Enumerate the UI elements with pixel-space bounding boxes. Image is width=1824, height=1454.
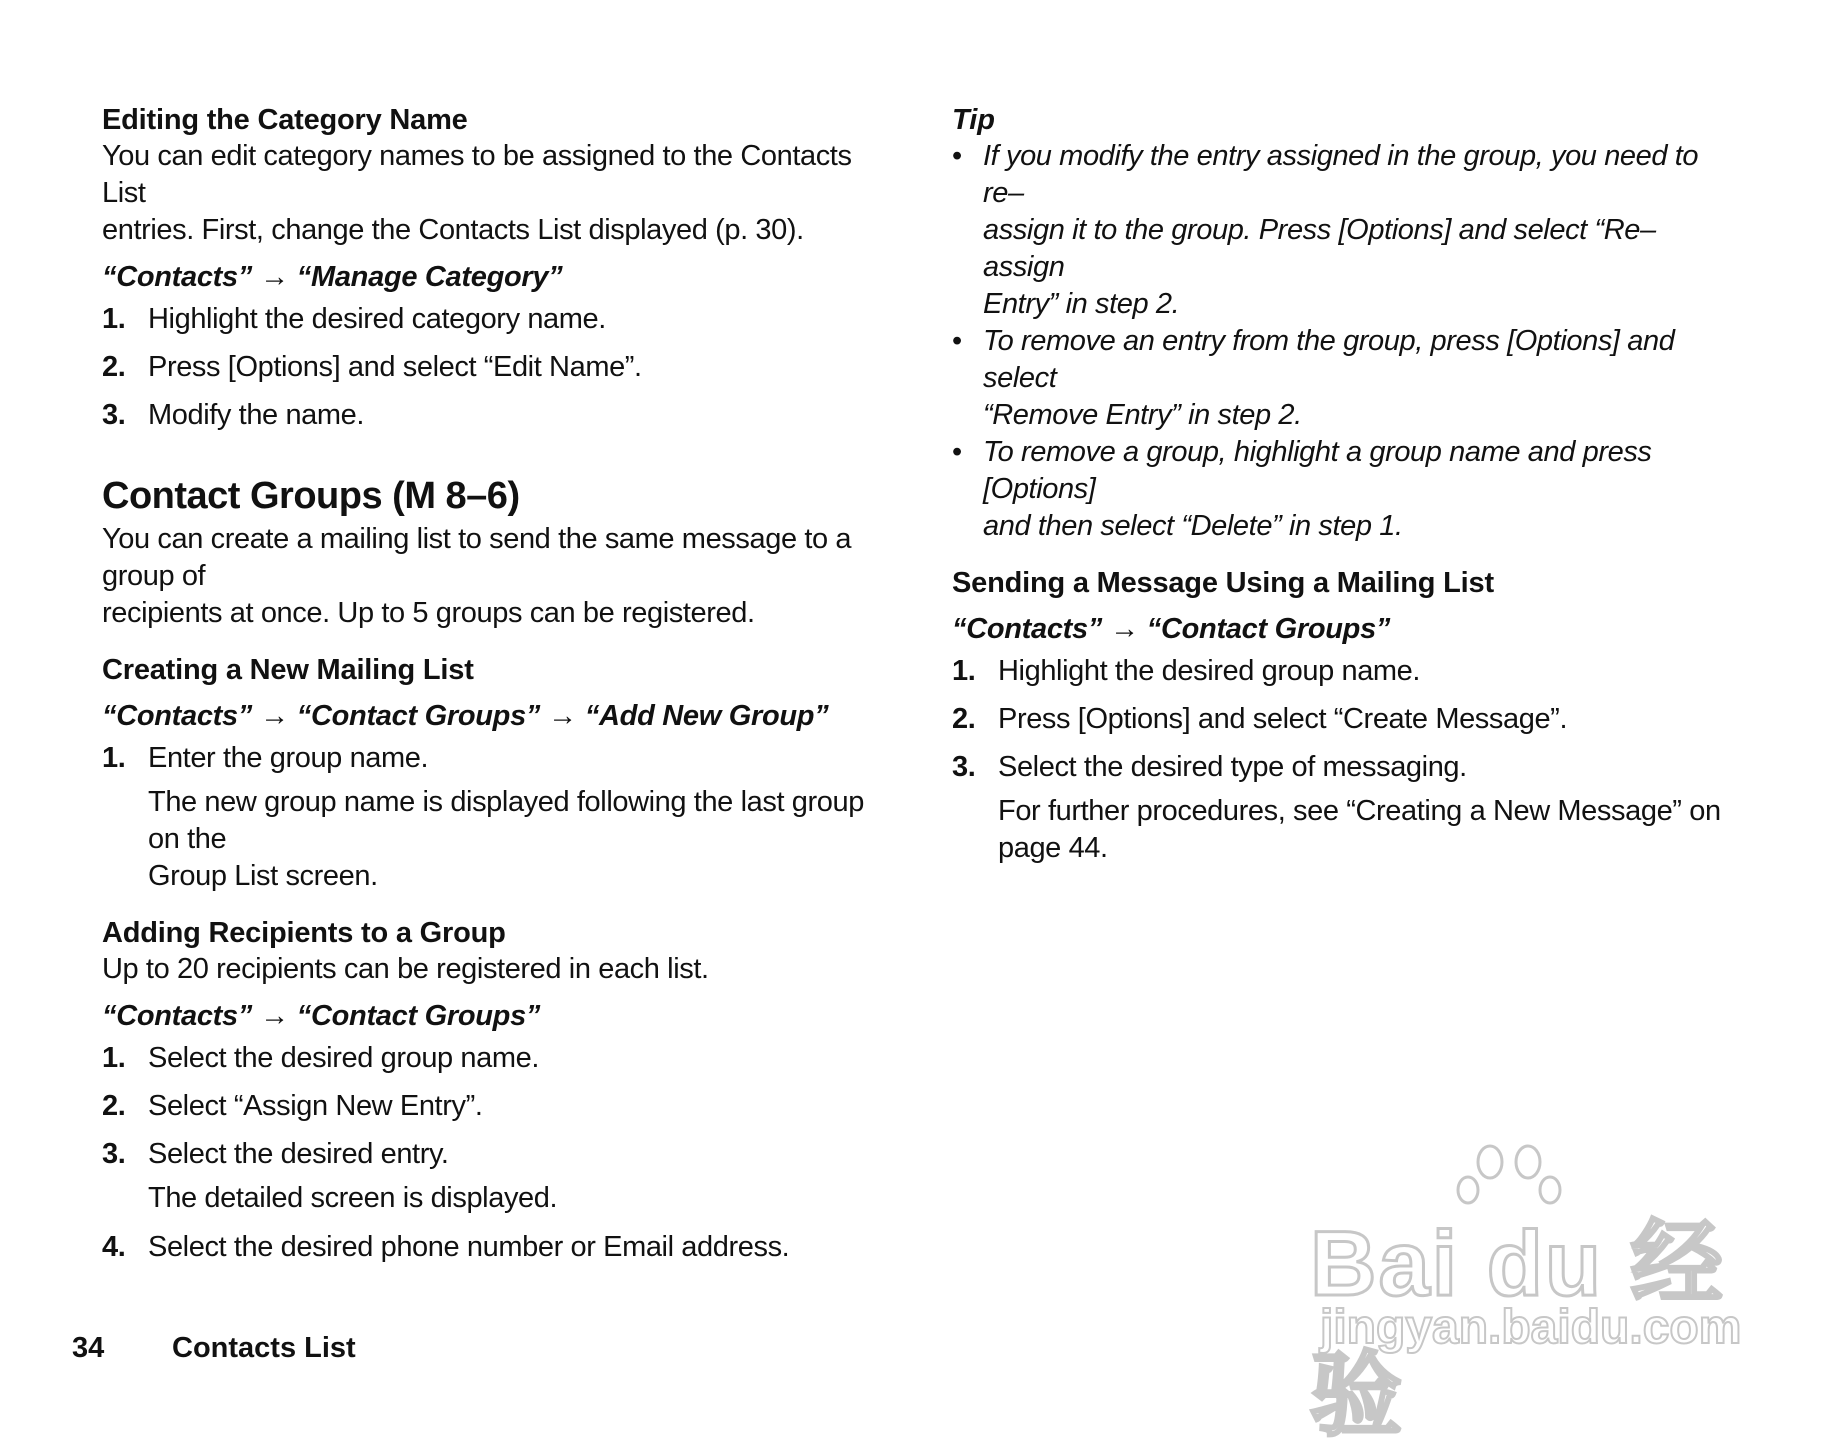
edit-category-intro: You can edit category names to be assigned to the Contacts List entries. First, change the Contacts List displayed (p. 30).: [102, 140, 852, 246]
step-note: For further procedures, see “Creating a New Message” on page 44.: [998, 795, 1721, 864]
step-item: 3. Select the desired entry.: [102, 1138, 449, 1170]
bullet-icon: •: [952, 140, 962, 172]
arrow-icon: →: [548, 700, 577, 732]
step-item: 1. Select the desired group name.: [102, 1042, 540, 1074]
arrow-icon: →: [1110, 613, 1139, 645]
watermark-brand: Bai du 经验: [1310, 1213, 1725, 1447]
tip-title: Tip: [952, 104, 995, 136]
bullet-icon: •: [952, 436, 962, 468]
watermark-url: jingyan.baidu.com: [1320, 1301, 1742, 1354]
menu-path: “Contacts” → “Contact Groups”: [102, 1000, 541, 1032]
arrow-icon: →: [260, 700, 289, 732]
baidu-watermark: [1310, 1140, 1742, 1447]
tip-bullet: • If you modify the entry assigned in the group, you need to re– assign it to the group. Press [Options] and select “Re–assign Entry” in step 2.: [952, 138, 1732, 323]
menu-path: “Contacts” → “Contact Groups”: [952, 613, 1391, 645]
tip-bullet: • To remove an entry from the group, press [Options] and select “Remove Entry” in step 2.: [952, 323, 1732, 434]
step-item: 1. Highlight the desired group name.: [952, 655, 1421, 687]
step-item: 2. Press [Options] and select “Create Message”.: [952, 703, 1568, 735]
step-item: 1. Enter the group name.: [102, 742, 429, 774]
step-item: 1. Highlight the desired category name.: [102, 303, 606, 335]
step-item: 2. Select “Assign New Entry”.: [102, 1090, 483, 1122]
step-note: The detailed screen is displayed.: [148, 1182, 558, 1214]
arrow-icon: →: [260, 261, 289, 293]
step-item: 2. Press [Options] and select “Edit Name”.: [102, 351, 642, 383]
edit-category-heading: Editing the Category Name: [102, 104, 468, 136]
new-list-heading: Creating a New Mailing List: [102, 654, 474, 686]
add-recipients-intro: Up to 20 recipients can be registered in each list.: [102, 953, 709, 985]
add-recipients-heading: Adding Recipients to a Group: [102, 917, 506, 949]
menu-path: “Contacts” → “Contact Groups” → “Add New Group”: [102, 700, 829, 732]
step-item: 4. Select the desired phone number or Email address.: [102, 1231, 790, 1263]
section-title: Contacts List: [172, 1332, 356, 1364]
contact-groups-title: Contact Groups (M 8–6): [102, 475, 520, 517]
contact-groups-intro: You can create a mailing list to send the same message to a group of recipients at once. Up to 5 groups can be registered.: [102, 523, 852, 629]
left-column: [102, 102, 892, 1265]
step-item: 3. Modify the name.: [102, 399, 365, 431]
page-footer: [72, 1330, 356, 1366]
page-number: 34: [72, 1332, 105, 1364]
step-note: The new group name is displayed following the last group on the Group List screen.: [148, 786, 864, 892]
send-message-heading: Sending a Message Using a Mailing List: [952, 567, 1494, 599]
step-item: 3. Select the desired type of messaging.: [952, 751, 1467, 783]
right-column: [952, 102, 1732, 867]
menu-path: “Contacts” → “Manage Category”: [102, 261, 563, 293]
bullet-icon: •: [952, 325, 962, 357]
tip-bullet: • To remove a group, highlight a group name and press [Options] and then select “Delete” in step 1.: [952, 434, 1732, 545]
arrow-icon: →: [260, 1000, 289, 1032]
